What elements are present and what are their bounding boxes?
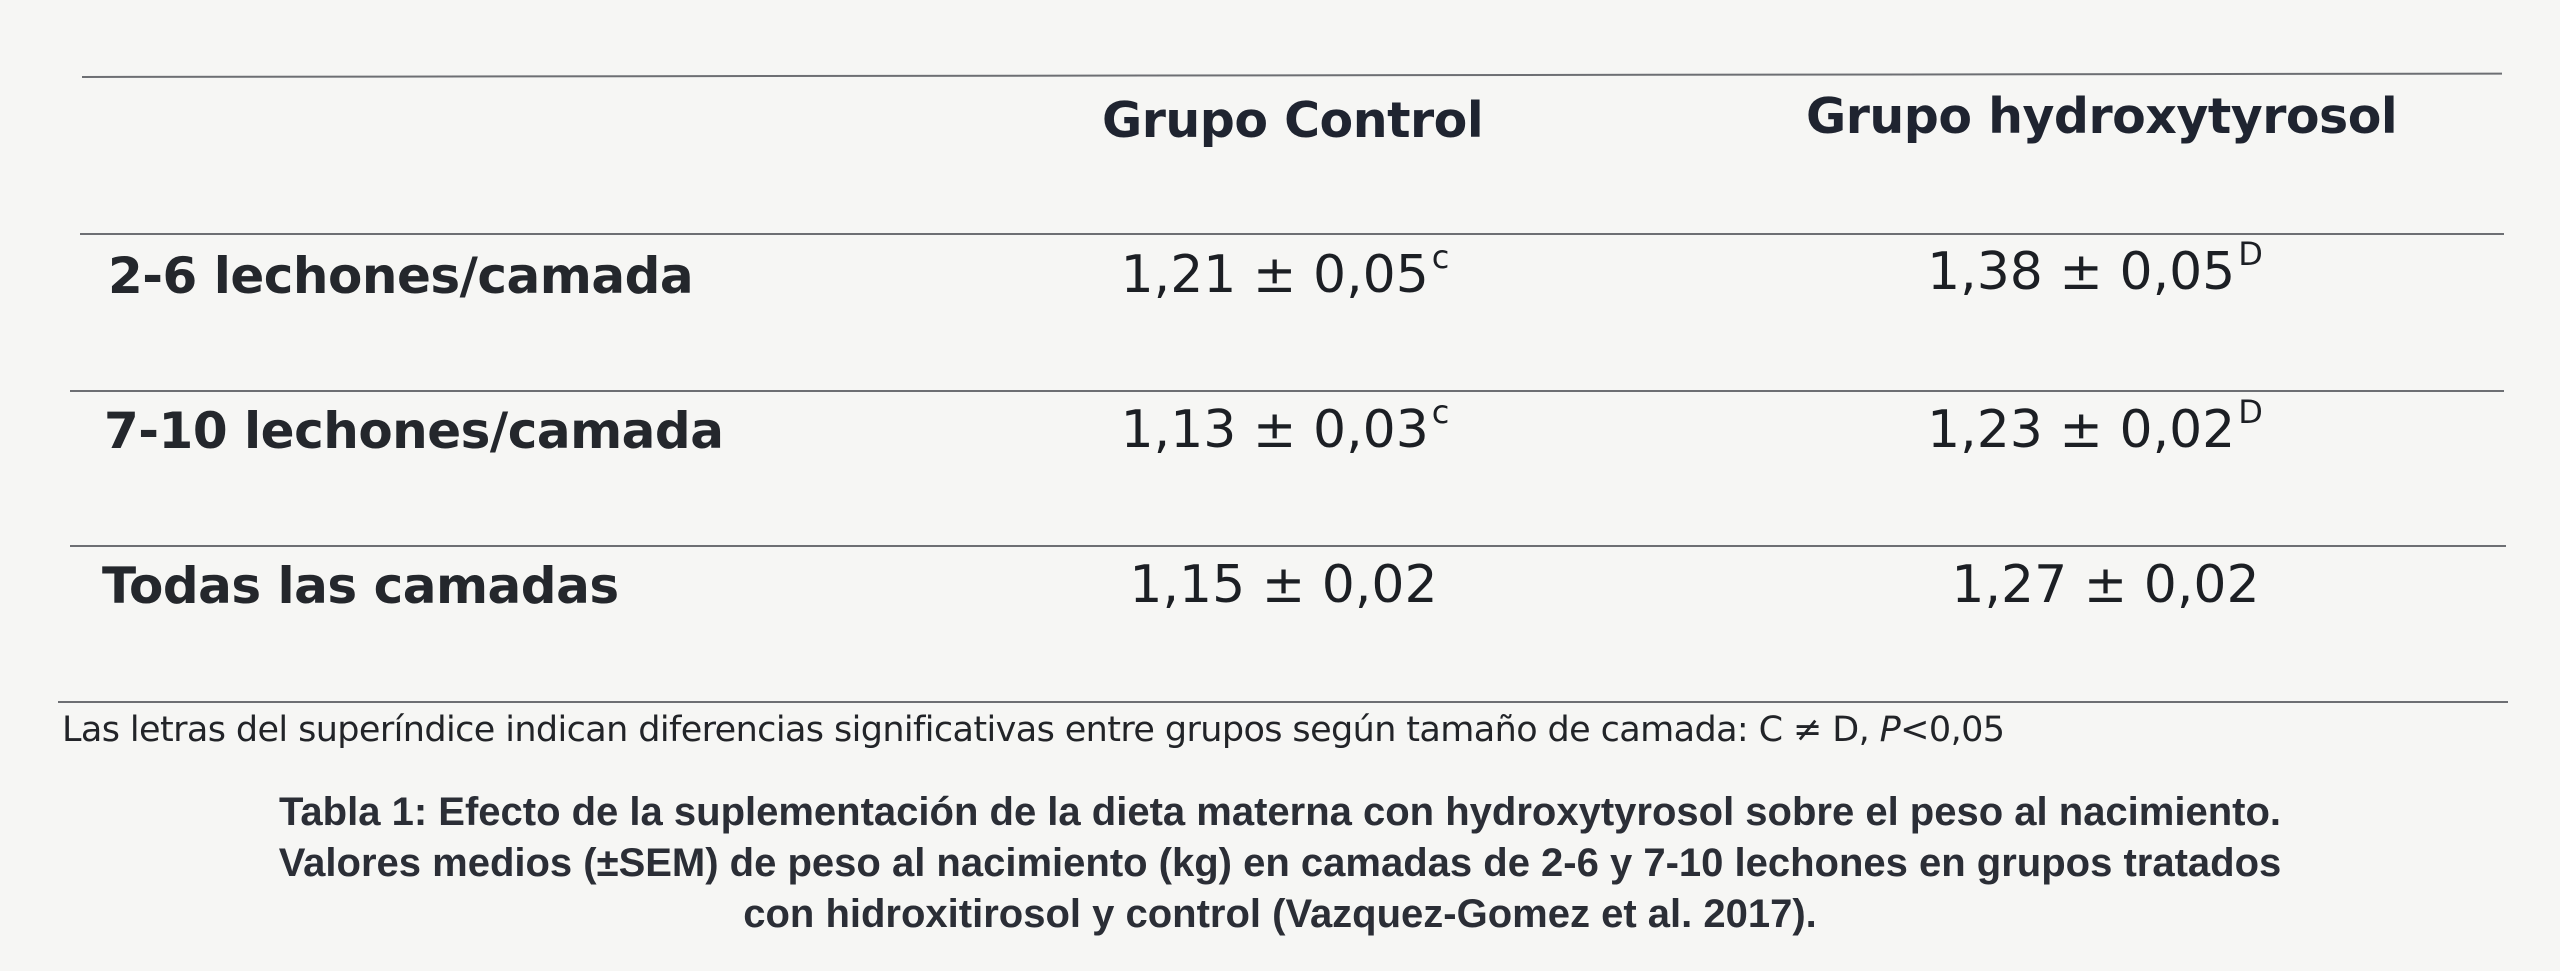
row-label-7-10: 7-10 lechones/camada <box>104 402 724 460</box>
p-value-symbol: P <box>1879 710 1901 750</box>
cell-control-all <box>935 555 1635 615</box>
value-text: 1,13 ± 0,03 <box>1120 400 1429 460</box>
cell-control-2-6 <box>935 237 1635 305</box>
table-caption <box>60 787 2500 940</box>
row-label-2-6: 2-6 lechones/camada <box>108 247 694 305</box>
row-label-all: Todas las camadas <box>102 557 619 615</box>
table-bottom-rule <box>58 701 2508 703</box>
caption-line-1: Tabla 1: Efecto de la suplementación de la dieta materna con hydroxytyrosol sobre el peso al nacimiento. <box>278 790 2282 834</box>
column-header-hydroxytyrosol: Grupo hydroxytyrosol <box>1806 88 2398 145</box>
value-text: 1,23 ± 0,02 <box>1927 400 2236 460</box>
column-header-control: Grupo Control <box>1102 92 1484 149</box>
cell-control-7-10 <box>935 392 1635 460</box>
p-value-threshold: <0,05 <box>1900 710 2005 750</box>
superscript-letter: D <box>2238 234 2263 273</box>
footnote-text: Las letras del superíndice indican diferencias significativas entre grupos según tamaño de camada: C ≠ D, <box>62 710 1880 750</box>
cell-hydroxytyrosol-2-6 <box>1745 234 2445 302</box>
value-text: 1,27 ± 0,02 <box>1951 555 2260 615</box>
cell-hydroxytyrosol-7-10 <box>1745 392 2445 460</box>
superscript-letter: c <box>1431 392 1450 431</box>
table-row-rule-2 <box>70 545 2506 547</box>
table-footnote <box>62 710 2004 750</box>
caption-line-3: con hidroxitirosol y control (Vazquez-Gomez et al. 2017). <box>743 892 1817 936</box>
value-text: 1,38 ± 0,05 <box>1927 242 2236 302</box>
caption-line-2: Valores medios (±SEM) de peso al nacimiento (kg) en camadas de 2-6 y 7-10 lechones en grupos tratados <box>278 841 2282 885</box>
table-top-rule <box>82 73 2502 78</box>
table-row-rule-1 <box>70 390 2504 392</box>
superscript-letter: c <box>1431 237 1450 276</box>
value-text: 1,21 ± 0,05 <box>1120 245 1429 305</box>
cell-hydroxytyrosol-all <box>1757 555 2457 615</box>
superscript-letter: D <box>2238 392 2263 431</box>
value-text: 1,15 ± 0,02 <box>1129 555 1438 615</box>
table-header-rule <box>80 233 2504 235</box>
